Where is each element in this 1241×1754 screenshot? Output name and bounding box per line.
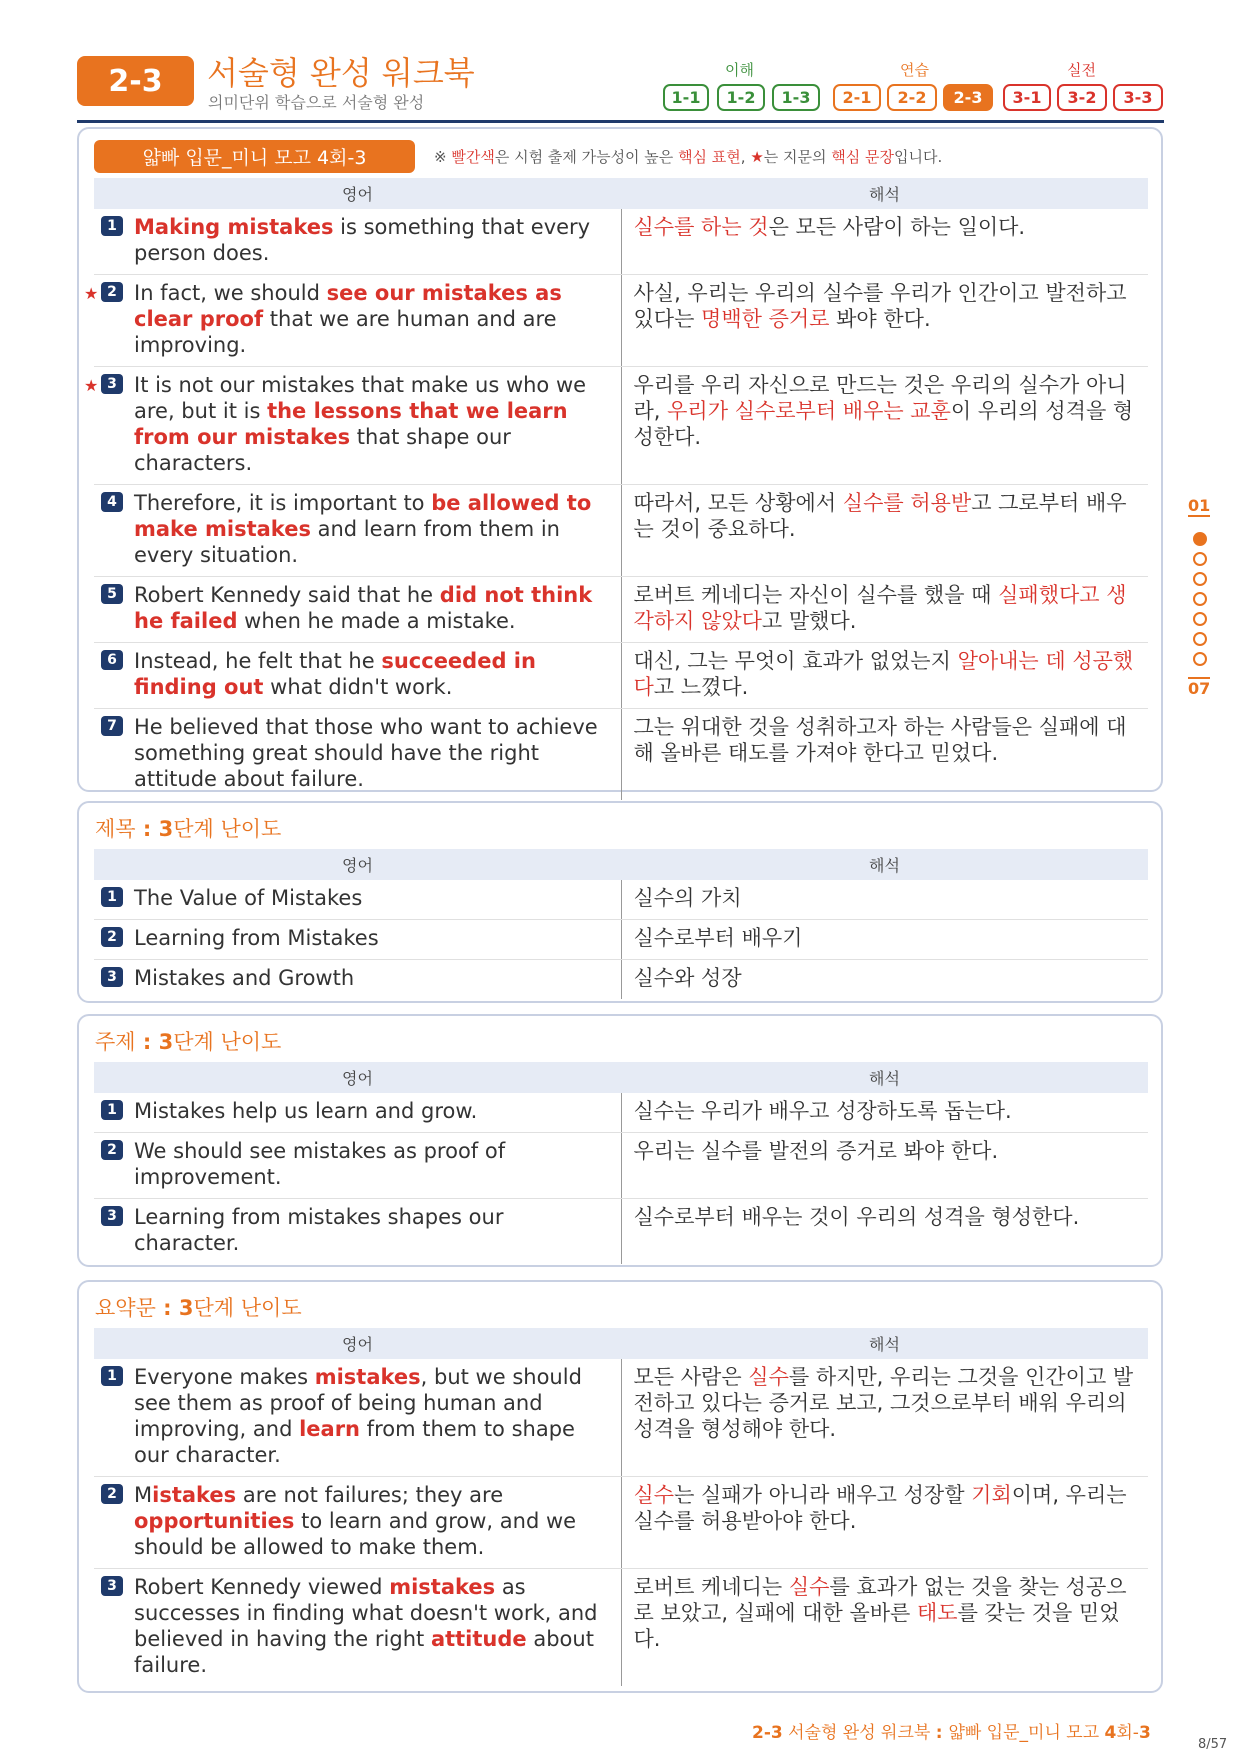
sentence-text: is something that every person does. <box>134 215 591 265</box>
group-label-real: 실전 <box>1067 61 1096 79</box>
translation-text: 따라서, 모든 상황에서 <box>633 491 843 515</box>
key-expression: opportunities <box>134 1509 295 1533</box>
translation-text: 고 그로부터 배우는 것이 중요하다. <box>633 491 1127 541</box>
legend-note: ※ 빨간색은 시험 출제 가능성이 높은 핵심 표현, ★는 지문의 핵심 문장입니다. <box>434 148 943 166</box>
key-translation: 실수를 허용받 <box>842 491 972 515</box>
column-header-english: 영어 <box>94 1062 621 1093</box>
step-3-2[interactable]: 3-2 <box>1057 84 1107 111</box>
sentence-text: Learning from Mistakes <box>134 926 379 950</box>
translation-text: 실수의 가치 <box>633 886 742 910</box>
page-dot[interactable] <box>1193 632 1207 646</box>
translation-text: 는 실패가 아니라 배우고 성장할 <box>674 1483 972 1507</box>
english-cell <box>94 1477 621 1569</box>
translation-text: 로버트 케네디는 <box>633 1575 789 1599</box>
table-row <box>94 577 1148 643</box>
sentence-text: Robert Kennedy said that he <box>134 583 440 607</box>
summary-table <box>94 1328 1148 1686</box>
column-header-english: 영어 <box>94 178 621 209</box>
translation-text: 실수로부터 배우기 <box>633 926 803 950</box>
sentence-text: Mistakes help us learn and grow. <box>134 1099 478 1123</box>
section-title: 요약문 : 3단계 난이도 <box>95 1296 302 1320</box>
step-3-3[interactable]: 3-3 <box>1113 84 1163 111</box>
translation-text: 를 갖는 것을 믿었다. <box>633 1601 1120 1651</box>
table-row <box>94 1477 1148 1569</box>
key-expression: mistakes <box>389 1575 496 1599</box>
table-row <box>94 1359 1148 1477</box>
translation-text: 은 모든 사람이 하는 일이다. <box>768 215 1026 239</box>
key-expression: succeeded in finding out <box>134 649 536 699</box>
key-expression: the lessons that we learn from our mistakes <box>134 399 568 449</box>
column-header-english: 영어 <box>94 1328 621 1359</box>
passage-table <box>84 178 1148 800</box>
passage-tag: 얇빠 입문_미니 모고 4회-3 <box>94 140 415 173</box>
translation-text: 대신, 그는 무엇이 효과가 없었는지 <box>633 649 958 673</box>
sentence-text: In fact, we should <box>134 281 327 305</box>
key-translation: 태도 <box>916 1601 958 1625</box>
title-panel <box>77 801 1163 1003</box>
english-cell <box>94 485 621 577</box>
step-3-1[interactable]: 3-1 <box>1003 84 1051 111</box>
translation-text: 를 효과가 없는 것을 찾는 성공으로 보았고, 실패에 대한 올바른 <box>633 1575 1127 1625</box>
korean-cell <box>621 1477 1148 1569</box>
key-expression: see our mistakes as clear proof <box>134 281 562 331</box>
step-2-2[interactable]: 2-2 <box>887 84 937 111</box>
table-row <box>94 485 1148 577</box>
sentence-text: that we are human and are improving. <box>134 307 557 357</box>
korean-cell <box>621 209 1148 275</box>
key-translation: 기회 <box>971 1483 1012 1507</box>
translation-text: 실수로부터 배우는 것이 우리의 성격을 형성한다. <box>633 1205 1080 1229</box>
side-nav-start: 01 <box>1188 496 1211 515</box>
sentence-text: and learn from them in every situation. <box>134 517 560 567</box>
english-cell <box>94 1199 621 1265</box>
sentence-text: The Value of Mistakes <box>134 886 363 910</box>
sentence-number: 3 <box>101 967 123 987</box>
page-subtitle: 의미단위 학습으로 서술형 완성 <box>208 93 425 112</box>
translation-text: 그는 위대한 것을 성취하고자 하는 사람들은 실패에 대해 올바른 태도를 가져야 한다고 믿었다. <box>633 715 1127 765</box>
page-dot[interactable] <box>1193 612 1207 626</box>
table-row <box>94 1093 1148 1133</box>
english-cell <box>94 643 621 709</box>
english-cell <box>94 1359 621 1477</box>
page-dot[interactable] <box>1193 572 1207 586</box>
translation-text: 사실, 우리는 우리의 실수를 우리가 인간이고 발전하고 있다는 <box>633 281 1127 331</box>
key-translation: 실수를 하는 것 <box>633 215 769 239</box>
title-table <box>94 849 1148 999</box>
sentence-text: about failure. <box>134 1627 594 1677</box>
korean-cell <box>621 1359 1148 1477</box>
translation-text: 고 말했다. <box>761 609 857 633</box>
sentence-number: 2 <box>101 927 123 947</box>
column-header-korean: 해석 <box>621 1328 1148 1359</box>
sentence-number: 2 <box>101 1484 123 1504</box>
key-expression: did not think he failed <box>134 583 593 633</box>
korean-cell <box>621 367 1148 485</box>
english-cell <box>84 367 621 485</box>
passage-panel <box>77 127 1163 792</box>
step-1-3[interactable]: 1-3 <box>772 84 820 111</box>
sentence-number: 1 <box>101 887 123 907</box>
sentence-text: M <box>134 1483 153 1507</box>
sentence-number: 3 <box>101 1206 123 1226</box>
column-header-korean: 해석 <box>621 1062 1148 1093</box>
sentence-number: 5 <box>101 584 123 604</box>
sentence-number: 2 <box>101 282 123 302</box>
page-title: 서술형 완성 워크북 <box>207 54 475 92</box>
sentence-number: 7 <box>101 716 123 736</box>
korean-cell <box>621 485 1148 577</box>
side-nav-end: 07 <box>1188 679 1211 698</box>
english-cell <box>94 577 621 643</box>
page-dot[interactable] <box>1193 552 1207 566</box>
korean-cell <box>621 1133 1148 1199</box>
sentence-text: He believed that those who want to achieve something great should have the right attitude about failure. <box>134 715 598 791</box>
table-row <box>94 367 1148 485</box>
translation-text: 우리를 우리 자신으로 만드는 것은 우리의 실수가 아니라, <box>633 373 1127 423</box>
english-cell <box>84 275 621 367</box>
sentence-number: 4 <box>101 492 123 512</box>
sentence-text: Mistakes and Growth <box>134 966 355 990</box>
sentence-text: We should see mistakes as proof of improvement. <box>134 1139 506 1189</box>
table-row <box>94 709 1148 801</box>
english-cell <box>94 1133 621 1199</box>
english-cell <box>94 920 621 960</box>
translation-text: 이며, 우리는 실수를 허용받아야 한다. <box>633 1483 1127 1533</box>
section-title: 주제 : 3단계 난이도 <box>95 1030 282 1054</box>
sentence-number: 6 <box>101 650 123 670</box>
table-row <box>94 960 1148 1000</box>
key-sentence-star-icon: ★ <box>84 284 99 303</box>
page-number: 8/57 <box>1198 1737 1228 1752</box>
key-translation: 실수 <box>748 1365 789 1389</box>
sentence-text: Everyone makes <box>134 1365 315 1389</box>
key-translation: 알아내는 데 성공했다 <box>633 649 1134 699</box>
translation-text: 실수는 우리가 배우고 성장하도록 돕는다. <box>633 1099 1012 1123</box>
english-cell <box>94 1093 621 1133</box>
sentence-text: that shape our characters. <box>134 425 511 475</box>
page-footer: 2-3 서술형 완성 워크북 : 얇빠 입문_미니 모고 4회-3 <box>752 1723 1151 1743</box>
sentence-number: 2 <box>101 1140 123 1160</box>
korean-cell <box>621 275 1148 367</box>
sentence-text: when he made a mistake. <box>237 609 516 633</box>
key-translation: 실패했다고 생각하지 않았다 <box>633 583 1127 633</box>
korean-cell <box>621 960 1148 1000</box>
korean-cell <box>621 643 1148 709</box>
page-dot[interactable] <box>1193 652 1207 666</box>
translation-text: 봐야 한다. <box>829 307 931 331</box>
key-expression: learn <box>299 1417 360 1441</box>
translation-text: 를 하지만, 우리는 그것을 인간이고 발전하고 있다는 증거로 보고, 그것으로부터 배워 우리의 성격을 형성해야 한다. <box>633 1365 1134 1441</box>
sentence-text: Therefore, it is important to <box>134 491 432 515</box>
key-translation: 실수 <box>633 1483 675 1507</box>
sentence-text: as successes in finding what doesn't work, and believed in having the right <box>134 1575 598 1651</box>
korean-cell <box>621 880 1148 920</box>
table-row <box>94 920 1148 960</box>
page-dot[interactable] <box>1193 532 1207 546</box>
sentence-number: 1 <box>101 1100 123 1120</box>
sentence-number: 3 <box>101 374 123 394</box>
sentence-text: It is not our mistakes that make us who we are, but it is <box>134 373 587 423</box>
korean-cell <box>621 577 1148 643</box>
translation-text: 우리는 실수를 발전의 증거로 봐야 한다. <box>633 1139 999 1163</box>
translation-text: 고 느꼈다. <box>653 675 749 699</box>
korean-cell <box>621 709 1148 801</box>
sentence-number: 3 <box>101 1576 123 1596</box>
korean-cell <box>621 1569 1148 1687</box>
sentence-text: to learn and grow, and we should be allowed to make them. <box>134 1509 577 1559</box>
table-row <box>94 643 1148 709</box>
table-row <box>94 1133 1148 1199</box>
translation-text: 로버트 케네디는 자신이 실수를 했을 때 <box>633 583 999 607</box>
key-translation: 우리가 실수로부터 배우는 교훈 <box>667 399 951 423</box>
page-dot[interactable] <box>1193 592 1207 606</box>
step-2-1[interactable]: 2-1 <box>833 84 881 111</box>
section-title: 제목 : 3단계 난이도 <box>95 817 282 841</box>
header-divider <box>77 120 1164 123</box>
sentence-text: , but we should see them as proof of being human and improving, and <box>134 1365 582 1441</box>
lesson-badge: 2-3 <box>77 56 194 106</box>
key-expression: attitude <box>430 1627 527 1651</box>
sentence-number: 1 <box>101 216 123 236</box>
korean-cell <box>621 1093 1148 1133</box>
group-label-practice: 연습 <box>900 61 929 79</box>
sentence-text: are not failures; they are <box>236 1483 504 1507</box>
key-translation: 실수 <box>788 1575 830 1599</box>
group-label-understand: 이해 <box>725 61 754 79</box>
key-translation: 명백한 증거로 <box>701 307 830 331</box>
table-row <box>94 880 1148 920</box>
translation-text: 실수와 성장 <box>633 966 742 990</box>
korean-cell <box>621 1199 1148 1265</box>
column-header-korean: 해석 <box>621 178 1148 209</box>
translation-text: 이 우리의 성격을 형성한다. <box>633 399 1134 449</box>
key-expression: istakes <box>152 1483 237 1507</box>
column-header-english: 영어 <box>94 849 621 880</box>
topic-panel <box>77 1014 1163 1267</box>
english-cell <box>94 709 621 801</box>
english-cell <box>94 960 621 1000</box>
step-1-1[interactable]: 1-1 <box>663 84 709 111</box>
sentence-text: Robert Kennedy viewed <box>134 1575 390 1599</box>
table-row <box>94 1199 1148 1265</box>
table-row <box>94 1569 1148 1687</box>
table-row <box>94 275 1148 367</box>
summary-panel <box>77 1280 1163 1693</box>
key-sentence-star-icon: ★ <box>84 376 99 395</box>
english-cell <box>94 209 621 275</box>
sentence-text: what didn't work. <box>263 675 453 699</box>
translation-text: 모든 사람은 <box>633 1365 749 1389</box>
key-expression: Making mistakes <box>134 215 334 239</box>
korean-cell <box>621 920 1148 960</box>
english-cell <box>94 880 621 920</box>
step-1-2[interactable]: 1-2 <box>717 84 765 111</box>
english-cell <box>94 1569 621 1687</box>
sentence-text: from them to shape our character. <box>134 1417 575 1467</box>
column-header-korean: 해석 <box>621 849 1148 880</box>
table-row <box>94 209 1148 275</box>
sentence-text: Instead, he felt that he <box>134 649 382 673</box>
sentence-number: 1 <box>101 1366 123 1386</box>
step-2-3[interactable]: 2-3 <box>943 84 993 111</box>
key-expression: mistakes <box>314 1365 421 1389</box>
key-expression: be allowed to make mistakes <box>134 491 592 541</box>
sentence-text: Learning from mistakes shapes our character. <box>134 1205 504 1255</box>
topic-table <box>94 1062 1148 1264</box>
